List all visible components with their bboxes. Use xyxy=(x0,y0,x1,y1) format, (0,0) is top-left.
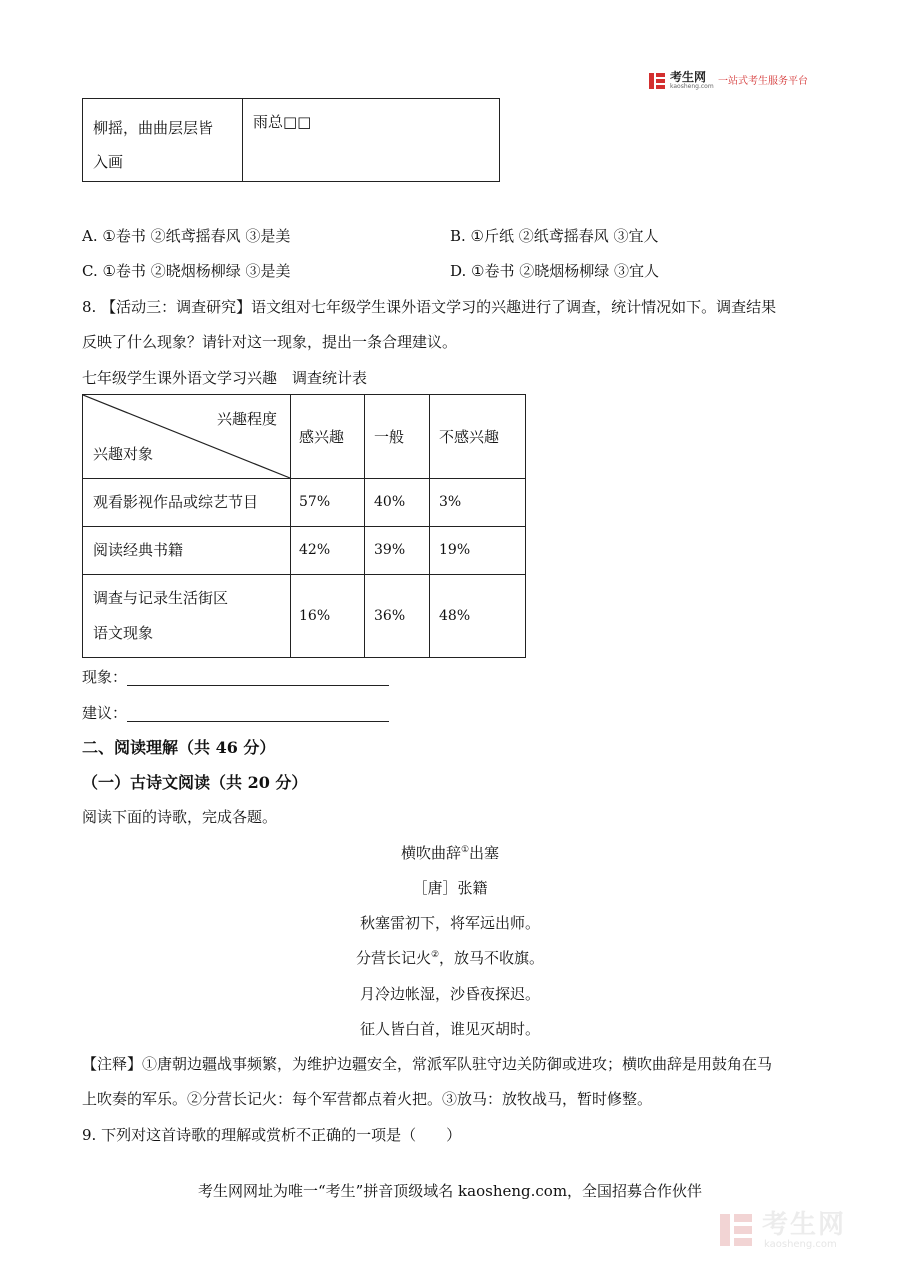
suggestion-row xyxy=(82,702,389,724)
option-a: A. ①卷书 ②纸鸢摇春风 ③是美 xyxy=(82,227,291,245)
poem-line xyxy=(0,947,900,969)
table-cell: 42% xyxy=(299,542,331,558)
diag-header-top: 兴趣程度 xyxy=(217,410,278,428)
annotation-line1: 【注释】①唐朝边疆战事频繁，为维护边疆安全，常派军队驻守边关防御或进攻；横吹曲辞是用鼓角在马 xyxy=(82,1055,773,1073)
table-cell: 19% xyxy=(439,542,471,558)
poem-line: 征人皆白首，谁见灭胡时。 xyxy=(359,1020,540,1038)
suggestion-blank[interactable] xyxy=(127,705,389,722)
option-d: D. ①卷书 ②晓烟杨柳绿 ③宜人 xyxy=(450,262,660,280)
option-b: B. ①斤纸 ②纸鸢摇春风 ③宜人 xyxy=(450,227,659,245)
subsection-title: （一）古诗文阅读（共 20 分） xyxy=(82,773,308,792)
row-label: 阅读经典书籍 xyxy=(93,541,184,559)
footer-text: 考生网网址为唯一“考生”拼音顶级域名 kaosheng.com，全国招募合作伙伴 xyxy=(197,1182,703,1200)
poem-line-part: ，放马不收旗。 xyxy=(439,949,545,967)
phenomenon-label: 现象： xyxy=(82,668,128,686)
table-cell: 39% xyxy=(374,542,406,558)
table-hline xyxy=(83,478,525,479)
poem-line-part: 分营长记火 xyxy=(355,949,431,967)
logo-name: 考生网 xyxy=(670,70,707,84)
question-8-line1: 8. 【活动三：调查研究】语文组对七年级学生课外语文学习的兴趣进行了调查，统计情况如下。调查结果 xyxy=(82,298,777,316)
table-cell-left-line: 柳摇，曲曲层层皆 xyxy=(93,119,214,137)
annotation-line2: 上吹奏的军乐。②分营长记火：每个军营都点着火把。③放马：放牧战马，暂时修整。 xyxy=(82,1090,653,1108)
footnote-mark: ① xyxy=(460,845,470,855)
table-cell: 16% xyxy=(299,608,331,624)
poem-title-text: 横吹曲辞 xyxy=(400,844,461,862)
table-cell: 3% xyxy=(439,494,462,510)
poem-title-tail: 出塞 xyxy=(469,844,500,862)
table-divider xyxy=(242,99,243,181)
row-label: 调查与记录生活街区 xyxy=(93,589,229,607)
watermark-name: 考生网 xyxy=(762,1210,847,1240)
poem-title xyxy=(0,842,900,864)
table-hline xyxy=(83,574,525,575)
table-cell-right: 雨总□□ xyxy=(253,113,312,131)
table-cell: 57% xyxy=(299,494,331,510)
row-label: 观看影视作品或综艺节目 xyxy=(93,493,259,511)
table-cell-left-line: 入画 xyxy=(93,153,124,171)
option-c: C. ①卷书 ②晓烟杨柳绿 ③是美 xyxy=(82,262,291,280)
table-cell: 36% xyxy=(374,608,406,624)
table-hline xyxy=(83,526,525,527)
table-cell-left xyxy=(93,111,233,179)
section-title: 二、阅读理解（共 46 分） xyxy=(82,738,276,757)
question-9: 9. 下列对这首诗歌的理解或赏析不正确的一项是（ ） xyxy=(82,1126,462,1144)
kaosheng-logo-icon xyxy=(648,72,666,90)
poem-author: ［唐］张籍 xyxy=(412,879,488,897)
poem-line: 月冷边帐湿，沙昏夜探迟。 xyxy=(359,985,540,1003)
poem-line: 秋塞雷初下，将军远出师。 xyxy=(359,914,540,932)
logo-slogan: 一站式考生服务平台 xyxy=(718,76,808,87)
survey-table xyxy=(82,394,526,658)
table-cell: 48% xyxy=(439,608,471,624)
table-cell: 40% xyxy=(374,494,406,510)
diag-header-bottom: 兴趣对象 xyxy=(93,445,154,463)
survey-table-title: 七年级学生课外语文学习兴趣 调查统计表 xyxy=(82,369,368,387)
site-logo[interactable] xyxy=(648,71,820,93)
suggestion-label: 建议： xyxy=(82,704,128,722)
phenomenon-row xyxy=(82,666,389,688)
watermark-domain: kaosheng.com xyxy=(764,1239,837,1250)
column-header: 不感兴趣 xyxy=(439,428,500,446)
question-8-line2: 反映了什么现象？请针对这一现象，提出一条合理建议。 xyxy=(82,333,458,351)
continued-table xyxy=(82,98,500,182)
watermark xyxy=(718,1210,878,1252)
logo-domain: kaosheng.com xyxy=(670,83,714,90)
kaosheng-watermark-icon xyxy=(718,1212,754,1248)
row-label-line2: 语文现象 xyxy=(93,624,154,642)
column-header: 一般 xyxy=(374,428,405,446)
column-header: 感兴趣 xyxy=(299,428,345,446)
footnote-mark: ② xyxy=(430,950,440,960)
reading-instructions: 阅读下面的诗歌，完成各题。 xyxy=(82,808,278,826)
phenomenon-blank[interactable] xyxy=(127,669,389,686)
